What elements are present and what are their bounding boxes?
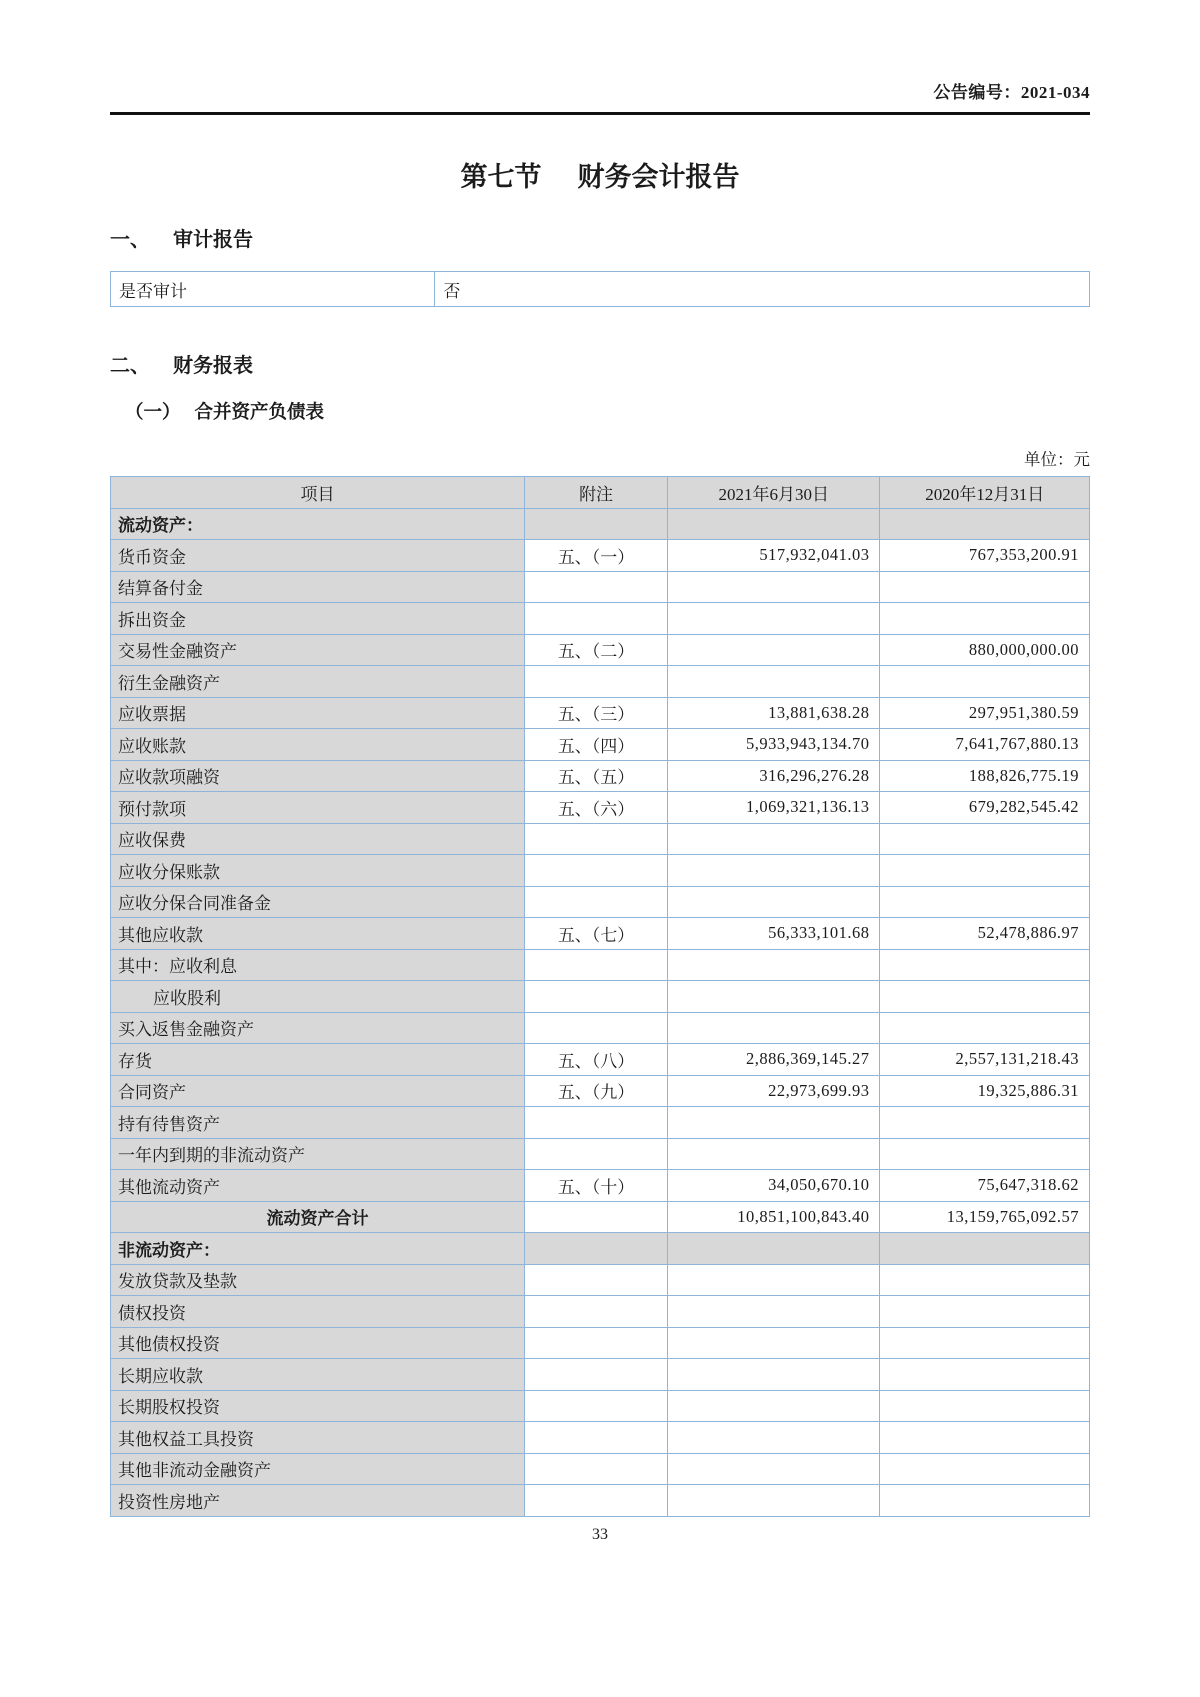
value-2021-cell: 22,973,699.93: [668, 1075, 880, 1107]
value-2020-cell: [880, 666, 1090, 698]
table-row: [111, 1201, 1090, 1233]
item-cell: 流动资产合计: [111, 1201, 525, 1233]
table-row: [111, 1044, 1090, 1076]
item-cell: 一年内到期的非流动资产: [111, 1138, 525, 1170]
table-row: [111, 792, 1090, 824]
value-2020-cell: 679,282,545.42: [880, 792, 1090, 824]
audit-answer-cell: 否: [435, 272, 1090, 307]
note-cell: [525, 823, 668, 855]
value-2021-cell: [668, 1296, 880, 1328]
col-header-item: 项目: [111, 477, 525, 509]
note-cell: 五、（八）: [525, 1044, 668, 1076]
note-cell: [525, 1327, 668, 1359]
value-2020-cell: [880, 1453, 1090, 1485]
item-cell: 长期股权投资: [111, 1390, 525, 1422]
item-cell: 买入返售金融资产: [111, 1012, 525, 1044]
page-title-text: 财务会计报告: [577, 162, 740, 192]
note-cell: [525, 603, 668, 635]
document-page: [110, 0, 1090, 1544]
note-cell: 五、（二）: [525, 634, 668, 666]
value-2021-cell: 5,933,943,134.70: [668, 729, 880, 761]
item-cell: 其他债权投资: [111, 1327, 525, 1359]
value-2020-cell: [880, 1264, 1090, 1296]
value-2021-cell: 316,296,276.28: [668, 760, 880, 792]
table-row: [111, 949, 1090, 981]
value-2020-cell: 188,826,775.19: [880, 760, 1090, 792]
note-cell: [525, 508, 668, 540]
note-cell: [525, 1359, 668, 1391]
table-row: [111, 1075, 1090, 1107]
table-row: [111, 886, 1090, 918]
table-row: [111, 1296, 1090, 1328]
value-2020-cell: [880, 1422, 1090, 1454]
table-row: [111, 1233, 1090, 1265]
item-cell: 应收分保账款: [111, 855, 525, 887]
value-2021-cell: [668, 1107, 880, 1139]
value-2020-cell: [880, 1359, 1090, 1391]
item-cell: 存货: [111, 1044, 525, 1076]
value-2021-cell: 10,851,100,843.40: [668, 1201, 880, 1233]
subsection-label: 合并资产负债表: [194, 403, 325, 423]
item-cell: 流动资产：: [111, 508, 525, 540]
value-2021-cell: [668, 1264, 880, 1296]
note-cell: 五、（三）: [525, 697, 668, 729]
value-2020-cell: 7,641,767,880.13: [880, 729, 1090, 761]
header-divider: [110, 112, 1090, 115]
value-2020-cell: [880, 1233, 1090, 1265]
value-2021-cell: [668, 886, 880, 918]
section-number: 一、: [110, 229, 150, 251]
value-2021-cell: [668, 1233, 880, 1265]
value-2020-cell: [880, 886, 1090, 918]
item-cell: 货币资金: [111, 540, 525, 572]
note-cell: [525, 1107, 668, 1139]
value-2021-cell: [668, 981, 880, 1013]
item-cell: 应收账款: [111, 729, 525, 761]
section-heading-statements: [110, 353, 1090, 379]
value-2021-cell: [668, 1012, 880, 1044]
value-2020-cell: 52,478,886.97: [880, 918, 1090, 950]
table-row: [111, 571, 1090, 603]
item-cell: 结算备付金: [111, 571, 525, 603]
value-2020-cell: [880, 1138, 1090, 1170]
table-row: [111, 1327, 1090, 1359]
note-cell: [525, 571, 668, 603]
table-row: [111, 918, 1090, 950]
value-2021-cell: [668, 823, 880, 855]
table-row: [111, 1453, 1090, 1485]
value-2021-cell: [668, 1422, 880, 1454]
section-heading-audit: [110, 227, 1090, 253]
page-title: [110, 159, 1090, 195]
note-cell: [525, 1390, 668, 1422]
table-row: [111, 1390, 1090, 1422]
note-cell: [525, 1296, 668, 1328]
item-cell: 应收分保合同准备金: [111, 886, 525, 918]
value-2021-cell: 1,069,321,136.13: [668, 792, 880, 824]
value-2020-cell: [880, 1296, 1090, 1328]
item-cell: 应收票据: [111, 697, 525, 729]
table-row: [111, 855, 1090, 887]
value-2020-cell: 75,647,318.62: [880, 1170, 1090, 1202]
value-2021-cell: 517,932,041.03: [668, 540, 880, 572]
value-2021-cell: [668, 1390, 880, 1422]
value-2020-cell: 767,353,200.91: [880, 540, 1090, 572]
value-2020-cell: [880, 571, 1090, 603]
value-2021-cell: [668, 571, 880, 603]
item-cell: 拆出资金: [111, 603, 525, 635]
value-2021-cell: 13,881,638.28: [668, 697, 880, 729]
note-cell: [525, 1138, 668, 1170]
table-row: [111, 1107, 1090, 1139]
note-cell: [525, 1233, 668, 1265]
value-2021-cell: [668, 1327, 880, 1359]
note-cell: [525, 855, 668, 887]
table-row: [111, 603, 1090, 635]
table-row: [111, 981, 1090, 1013]
table-row: [111, 1422, 1090, 1454]
value-2021-cell: [668, 666, 880, 698]
note-cell: [525, 886, 668, 918]
value-2021-cell: [668, 949, 880, 981]
item-cell: 投资性房地产: [111, 1485, 525, 1517]
note-cell: [525, 1201, 668, 1233]
item-cell: 其他非流动金融资产: [111, 1453, 525, 1485]
subsection-number: （一）: [125, 403, 181, 423]
col-header-note: 附注: [525, 477, 668, 509]
table-row: [111, 729, 1090, 761]
announcement-number: 公告编号：2021-034: [933, 83, 1090, 102]
balance-sheet-table: [110, 476, 1090, 1517]
value-2021-cell: [668, 1453, 880, 1485]
table-row: [111, 823, 1090, 855]
value-2020-cell: [880, 603, 1090, 635]
value-2020-cell: [880, 1390, 1090, 1422]
section-label: 财务报表: [173, 355, 253, 377]
value-2020-cell: [880, 949, 1090, 981]
item-cell: 发放贷款及垫款: [111, 1264, 525, 1296]
value-2021-cell: [668, 508, 880, 540]
item-cell: 应收款项融资: [111, 760, 525, 792]
value-2020-cell: 2,557,131,218.43: [880, 1044, 1090, 1076]
item-cell: 债权投资: [111, 1296, 525, 1328]
value-2020-cell: 297,951,380.59: [880, 697, 1090, 729]
item-cell: 长期应收款: [111, 1359, 525, 1391]
table-row: [111, 540, 1090, 572]
value-2020-cell: [880, 855, 1090, 887]
unit-label: 单位：元: [1024, 450, 1090, 469]
note-cell: [525, 1453, 668, 1485]
page-number: 33: [592, 1525, 608, 1543]
note-cell: [525, 1264, 668, 1296]
value-2021-cell: [668, 603, 880, 635]
note-cell: 五、（四）: [525, 729, 668, 761]
audit-table: [110, 271, 1090, 307]
value-2020-cell: [880, 981, 1090, 1013]
value-2021-cell: [668, 634, 880, 666]
value-2021-cell: 2,886,369,145.27: [668, 1044, 880, 1076]
col-header-2020: 2020年12月31日: [880, 477, 1090, 509]
table-row: [111, 1359, 1090, 1391]
item-cell: 持有待售资产: [111, 1107, 525, 1139]
table-row: [111, 508, 1090, 540]
note-cell: 五、（五）: [525, 760, 668, 792]
value-2020-cell: [880, 1012, 1090, 1044]
value-2021-cell: [668, 1485, 880, 1517]
table-row: [111, 697, 1090, 729]
value-2021-cell: 34,050,670.10: [668, 1170, 880, 1202]
note-cell: [525, 1012, 668, 1044]
note-cell: [525, 1485, 668, 1517]
item-cell: 交易性金融资产: [111, 634, 525, 666]
subsection-heading-balance-sheet: [125, 401, 1090, 425]
note-cell: [525, 981, 668, 1013]
item-cell: 应收股利: [111, 981, 525, 1013]
item-cell: 其他应收款: [111, 918, 525, 950]
item-cell: 合同资产: [111, 1075, 525, 1107]
item-cell: 预付款项: [111, 792, 525, 824]
note-cell: 五、（七）: [525, 918, 668, 950]
table-row: [111, 666, 1090, 698]
item-cell: 其他流动资产: [111, 1170, 525, 1202]
table-row: [111, 760, 1090, 792]
table-row: [111, 634, 1090, 666]
table-row: [111, 1485, 1090, 1517]
col-header-2021: 2021年6月30日: [668, 477, 880, 509]
balance-sheet-body: [111, 508, 1090, 1516]
item-cell: 衍生金融资产: [111, 666, 525, 698]
table-row: [111, 1138, 1090, 1170]
note-cell: 五、（一）: [525, 540, 668, 572]
table-row: [111, 1012, 1090, 1044]
value-2020-cell: [880, 1107, 1090, 1139]
table-row: [111, 272, 1090, 307]
value-2020-cell: 880,000,000.00: [880, 634, 1090, 666]
table-row: [111, 1170, 1090, 1202]
value-2021-cell: [668, 1359, 880, 1391]
table-row: [111, 1264, 1090, 1296]
note-cell: [525, 666, 668, 698]
value-2020-cell: [880, 1485, 1090, 1517]
table-header-row: [111, 477, 1090, 509]
note-cell: 五、（六）: [525, 792, 668, 824]
value-2020-cell: 19,325,886.31: [880, 1075, 1090, 1107]
audit-question-cell: 是否审计: [111, 272, 435, 307]
item-cell: 非流动资产：: [111, 1233, 525, 1265]
value-2020-cell: [880, 1327, 1090, 1359]
item-cell: 其中：应收利息: [111, 949, 525, 981]
note-cell: 五、（十）: [525, 1170, 668, 1202]
value-2021-cell: [668, 1138, 880, 1170]
item-cell: 其他权益工具投资: [111, 1422, 525, 1454]
page-title-section: 第七节: [460, 162, 542, 192]
value-2020-cell: [880, 823, 1090, 855]
note-cell: [525, 1422, 668, 1454]
note-cell: [525, 949, 668, 981]
value-2020-cell: 13,159,765,092.57: [880, 1201, 1090, 1233]
note-cell: 五、（九）: [525, 1075, 668, 1107]
value-2021-cell: [668, 855, 880, 887]
value-2021-cell: 56,333,101.68: [668, 918, 880, 950]
value-2020-cell: [880, 508, 1090, 540]
item-cell: 应收保费: [111, 823, 525, 855]
section-number: 二、: [110, 355, 150, 377]
section-label: 审计报告: [173, 229, 253, 251]
